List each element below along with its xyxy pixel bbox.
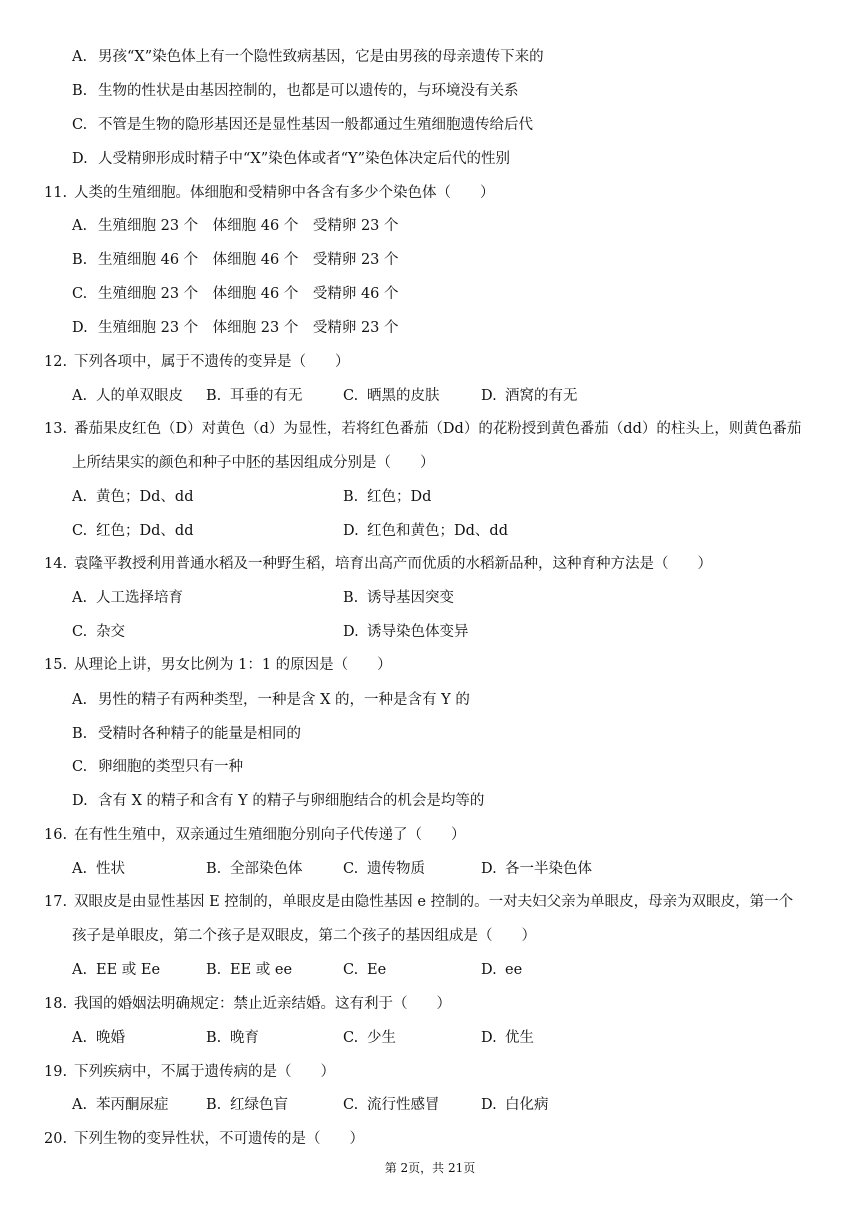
question-text: 袁隆平教授利用普通水稻及一种野生稻，培育出高产而优质的水稻新品种，这种育种方法是（ ） [74,556,712,572]
option-label: A. [72,692,88,708]
option-text: 人的单双眼皮 [96,388,183,404]
option-label: A. [72,388,88,404]
question-number: 15. [44,657,68,673]
answer-option [206,386,303,406]
option-text: 各一半染色体 [505,861,592,877]
question-stem [44,554,712,574]
question-stem [44,994,451,1014]
answer-option [206,1028,259,1048]
option-label: C. [343,962,359,978]
question-text-continued [72,926,536,946]
option-text: 受精时各种精子的能量是相同的 [98,726,301,742]
option-text: 生殖细胞 23 个 体细胞 46 个 受精卵 23 个 [98,218,399,234]
answer-option [343,487,431,507]
question-number: 16. [44,827,68,843]
option-label: C. [72,286,88,302]
option-text: 酒窝的有无 [505,388,578,404]
option-text: 黄色；Dd、dd [96,489,194,505]
question-number: 19. [44,1064,68,1080]
option-label: D. [481,1097,497,1113]
option-text: 生物的性状是由基因控制的，也都是可以遗传的，与环境没有关系 [98,83,519,99]
option-label: B. [343,489,359,505]
option-label: A. [72,1097,88,1113]
option-label: D. [481,962,497,978]
question-number: 11. [44,185,68,201]
answer-option [72,47,544,67]
answer-option [72,386,183,406]
option-label: A. [72,218,88,234]
option-row [0,960,860,980]
option-label: B. [72,252,88,268]
option-row [0,386,860,406]
option-text: EE 或 Ee [96,962,161,978]
option-row [0,487,860,507]
option-text: 诱导染色体变异 [367,624,469,640]
answer-option [72,250,399,270]
option-label: B. [72,83,88,99]
answer-option [72,588,183,608]
answer-option [72,115,533,135]
option-label: A. [72,861,88,877]
option-text: 生殖细胞 46 个 体细胞 46 个 受精卵 23 个 [98,252,399,268]
option-text: 晒黑的皮肤 [367,388,440,404]
question-text: 番茄果皮红色（D）对黄色（d）为显性，若将红色番茄（Dd）的花粉授到黄色番茄（dd）的柱头上，则黄色番茄 [74,421,802,437]
question-number: 20. [44,1131,68,1147]
answer-option [206,859,303,879]
option-text: 白化病 [505,1097,549,1113]
question-text: 下列疾病中，不属于遗传病的是（ ） [74,1064,335,1080]
option-text: 不管是生物的隐形基因还是显性基因一般都通过生殖细胞遗传给后代 [98,117,533,133]
question-stem [44,183,495,203]
option-text: 卵细胞的类型只有一种 [98,759,243,775]
answer-option [72,149,510,169]
answer-option [206,1095,288,1115]
option-row [0,1095,860,1115]
answer-option [72,757,243,777]
option-text: 优生 [505,1030,534,1046]
option-label: A. [72,962,88,978]
question-number: 17. [44,894,68,910]
page-footer: 第 2页，共 21页 [384,1161,476,1175]
question-text: 下列生物的变异性状，不可遗传的是（ ） [74,1131,364,1147]
answer-option [343,1028,396,1048]
question-stem [44,1129,364,1149]
question-text: 从理论上讲，男女比例为 1：1 的原因是（ ） [74,657,392,673]
option-text: 男性的精子有两种类型，一种是含 X 的，一种是含有 Y 的 [98,692,470,708]
option-row [0,521,860,541]
answer-option [206,960,292,980]
answer-option [343,1095,440,1115]
option-text: 红色和黄色；Dd、dd [367,523,508,539]
answer-option [72,622,125,642]
question-text: 双眼皮是由显性基因 E 控制的，单眼皮是由隐性基因 e 控制的。一对夫妇父亲为单眼皮，母亲为双眼皮，第一个 [74,894,794,910]
answer-option [343,588,454,608]
option-text: 少生 [367,1030,396,1046]
option-label: C. [343,861,359,877]
option-text: 遗传物质 [367,861,425,877]
question-stem [44,892,793,912]
option-label: D. [481,388,497,404]
option-label: B. [206,861,222,877]
option-label: B. [206,1097,222,1113]
answer-option [72,487,193,507]
option-text: 含有 X 的精子和含有 Y 的精子与卵细胞结合的机会是均等的 [98,793,485,809]
option-label: A. [72,1030,88,1046]
option-text: 红色；Dd [367,489,432,505]
option-text: 人受精卵形成时精子中“X”染色体或者“Y”染色体决定后代的性别 [98,151,511,167]
option-text: 红绿色盲 [230,1097,288,1113]
option-text: 生殖细胞 23 个 体细胞 46 个 受精卵 46 个 [98,286,399,302]
answer-option [481,960,522,980]
option-row [0,622,860,642]
option-text: EE 或 ee [230,962,293,978]
option-label: B. [206,962,222,978]
option-label: A. [72,489,88,505]
option-label: A. [72,49,88,65]
answer-option [72,859,125,879]
option-label: D. [72,151,88,167]
question-text: 孩子是单眼皮，第二个孩子是双眼皮，第二个孩子的基因组成是（ ） [72,928,536,944]
question-stem [44,655,392,675]
question-number: 12. [44,354,68,370]
answer-option [481,386,578,406]
question-text-continued [72,453,435,473]
answer-option [72,521,193,541]
option-text: 诱导基因突变 [367,590,454,606]
question-text: 人类的生殖细胞。体细胞和受精卵中各含有多少个染色体（ ） [74,185,495,201]
option-row [0,588,860,608]
answer-option [72,724,301,744]
option-row [0,859,860,879]
answer-option [72,791,484,811]
option-text: 苯丙酮尿症 [96,1097,169,1113]
option-label: D. [72,793,88,809]
question-stem [44,419,801,439]
option-label: C. [343,388,359,404]
option-text: 晚婚 [96,1030,125,1046]
answer-option [481,859,592,879]
answer-option [72,1095,169,1115]
question-stem [44,352,350,372]
option-label: B. [72,726,88,742]
option-label: C. [343,1097,359,1113]
option-label: C. [72,624,88,640]
option-label: C. [72,117,88,133]
answer-option [72,81,519,101]
question-text: 我国的婚姻法明确规定：禁止近亲结婚。这有利于（ ） [74,996,451,1012]
answer-option [343,386,440,406]
option-label: D. [481,1030,497,1046]
option-text: 红色；Dd、dd [96,523,194,539]
option-label: B. [206,388,222,404]
option-row [0,1028,860,1048]
option-label: C. [72,523,88,539]
question-number: 14. [44,556,68,572]
option-label: B. [343,590,359,606]
answer-option [72,690,470,710]
option-label: D. [72,320,88,336]
answer-option [343,622,469,642]
option-label: D. [343,523,359,539]
answer-option [481,1095,549,1115]
option-label: C. [72,759,88,775]
option-text: Ee [367,962,387,978]
option-label: C. [343,1030,359,1046]
answer-option [343,960,386,980]
option-text: 性状 [96,861,125,877]
option-text: 流行性感冒 [367,1097,440,1113]
answer-option [343,859,425,879]
option-label: A. [72,590,88,606]
question-text: 在有性生殖中，双亲通过生殖细胞分别向子代传递了（ ） [74,827,466,843]
answer-option [343,521,508,541]
option-text: 晚育 [230,1030,259,1046]
answer-option [72,284,399,304]
question-stem [44,825,466,845]
answer-option [72,318,399,338]
question-text: 上所结果实的颜色和种子中胚的基因组成分别是（ ） [72,455,435,471]
option-label: B. [206,1030,222,1046]
question-stem [44,1062,335,1082]
option-text: 人工选择培育 [96,590,183,606]
question-number: 13. [44,421,68,437]
question-text: 下列各项中，属于不遗传的变异是（ ） [74,354,350,370]
option-text: 杂交 [96,624,125,640]
option-text: 耳垂的有无 [230,388,303,404]
question-number: 18. [44,996,68,1012]
option-label: D. [481,861,497,877]
answer-option [72,216,399,236]
answer-option [481,1028,534,1048]
answer-option [72,1028,125,1048]
answer-option [72,960,160,980]
option-text: ee [505,962,523,978]
option-text: 男孩“X”染色体上有一个隐性致病基因，它是由男孩的母亲遗传下来的 [98,49,544,65]
option-text: 生殖细胞 23 个 体细胞 23 个 受精卵 23 个 [98,320,399,336]
option-text: 全部染色体 [230,861,303,877]
option-label: D. [343,624,359,640]
